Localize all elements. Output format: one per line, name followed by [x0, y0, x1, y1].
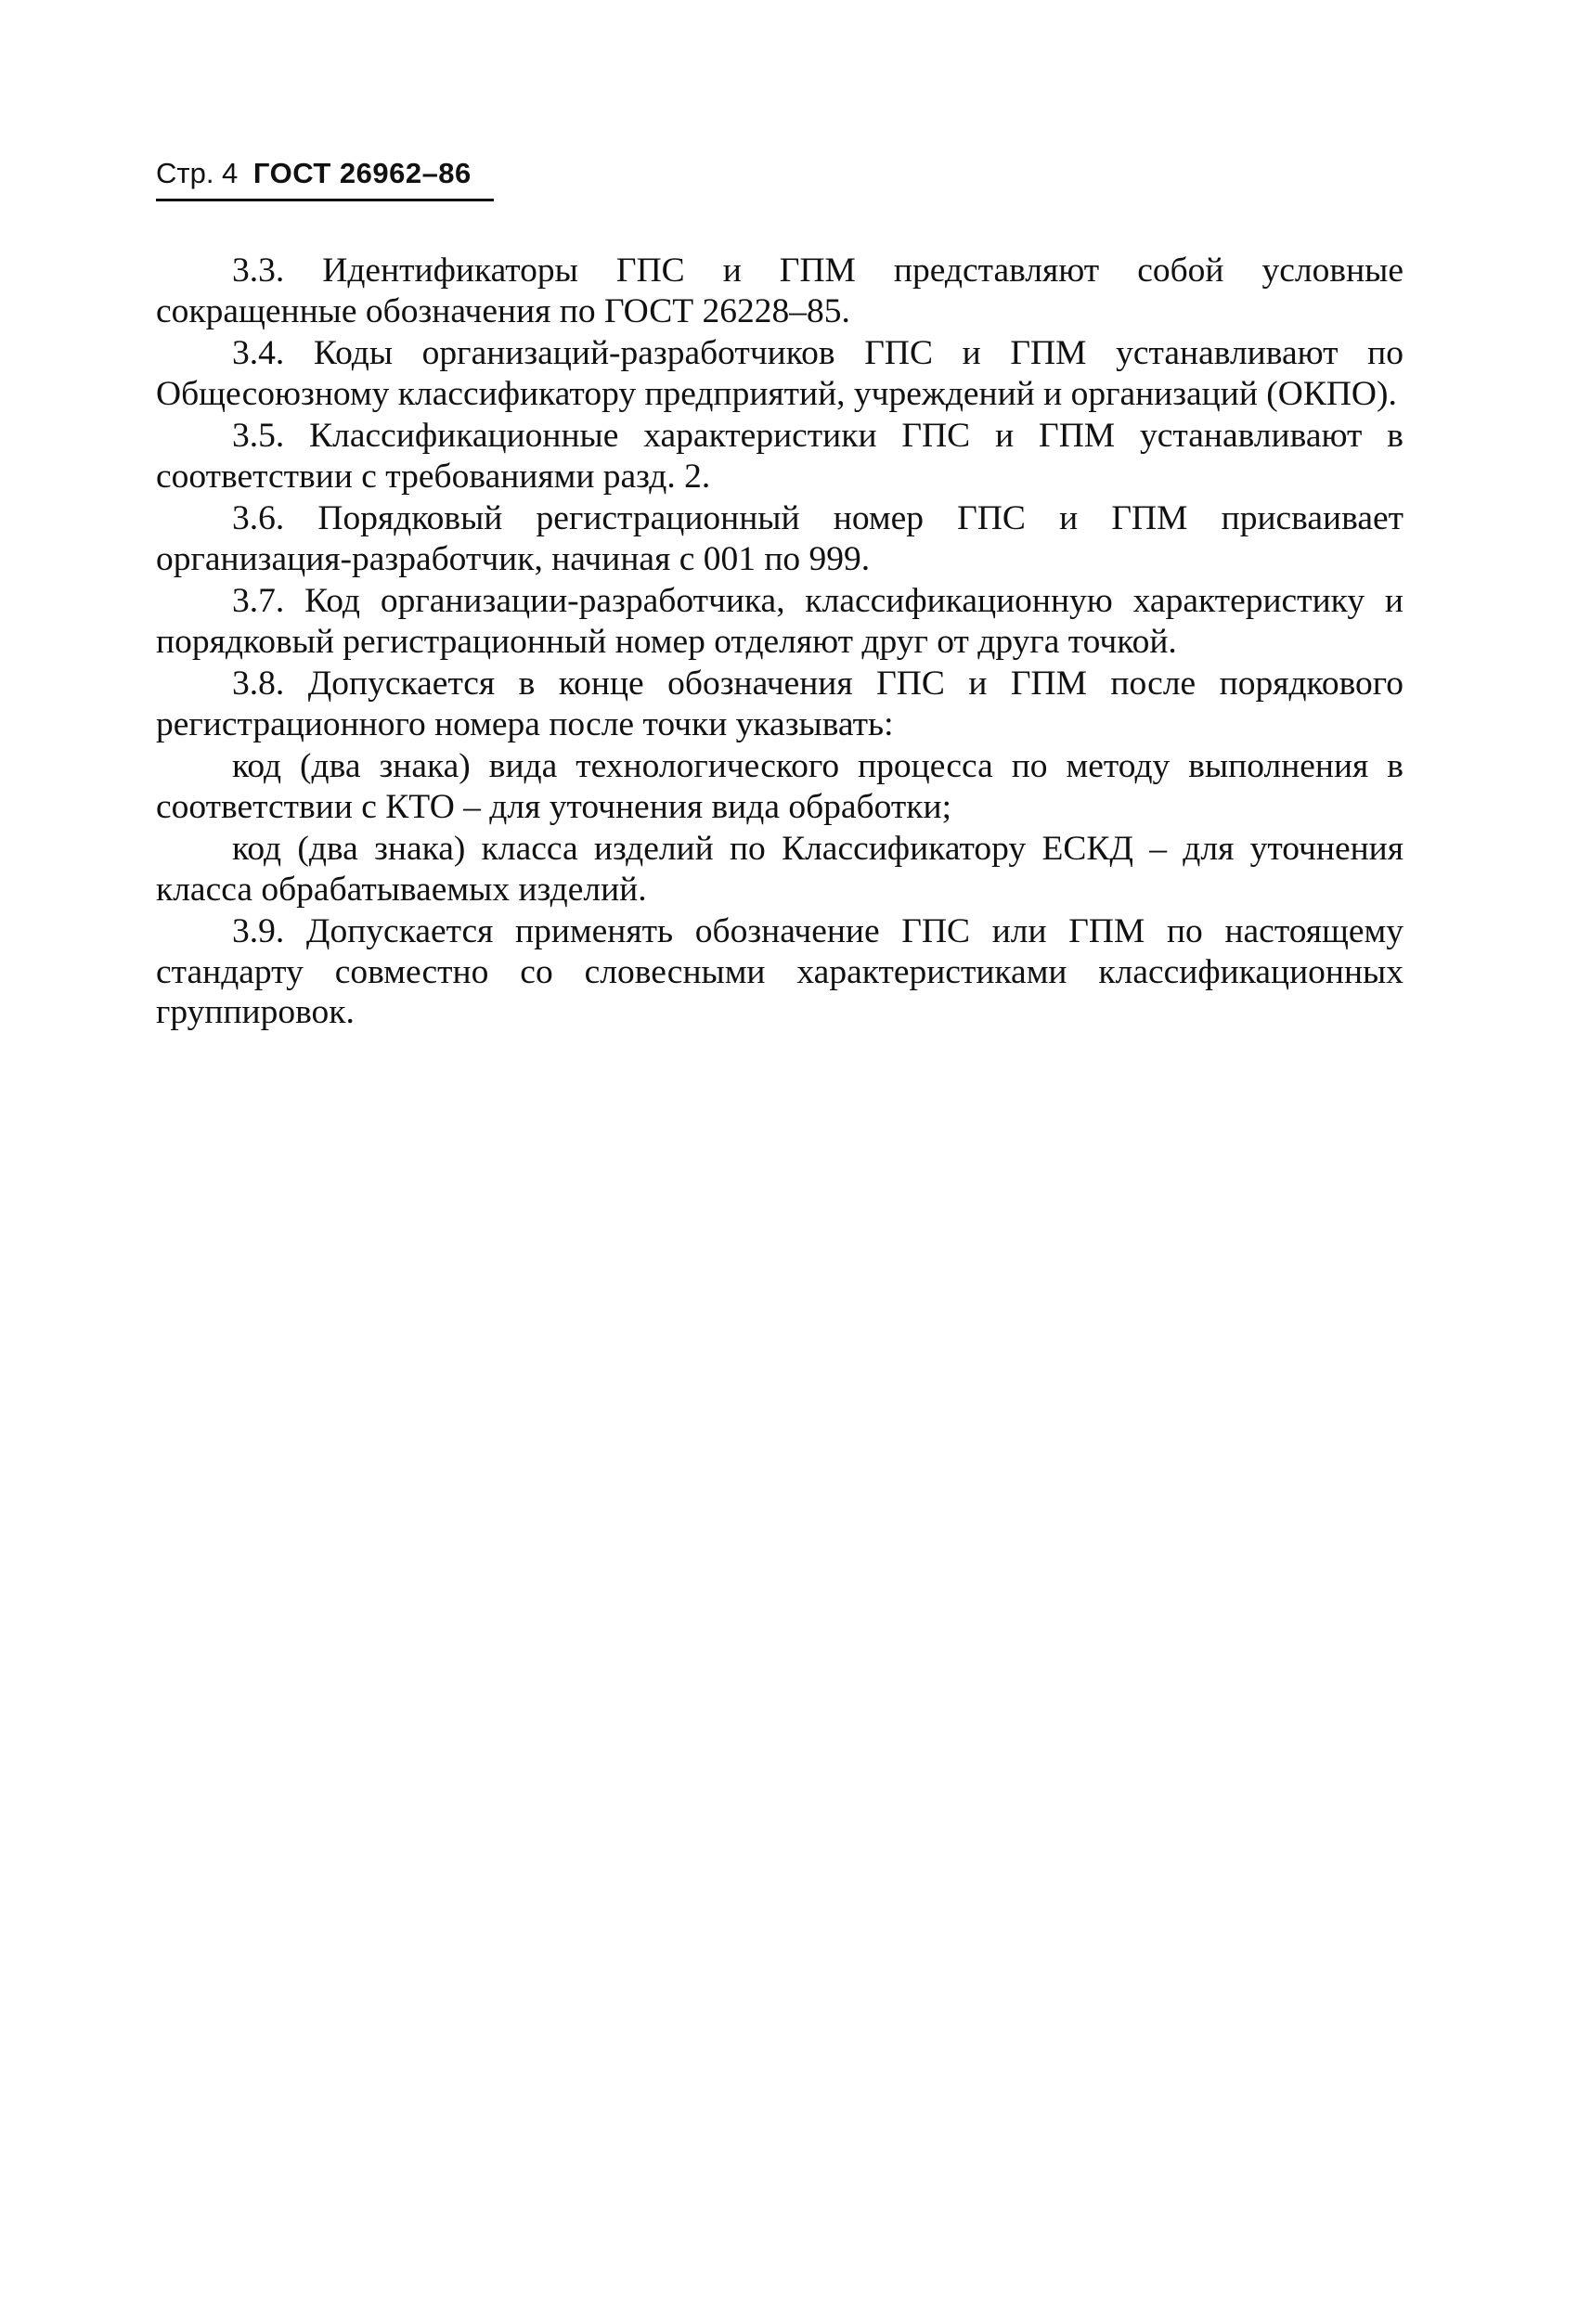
page-number: Стр. 4: [156, 157, 239, 189]
paragraph-3-3: 3.3. Идентификаторы ГПС и ГПМ представляют собой условные сокращенные обозначения по ГОСТ 26228–85.: [156, 252, 1403, 330]
paragraph-3-4: 3.4. Коды организаций-разработчиков ГПС и ГПМ устанавливают по Общесоюзному классификатору предприятий, учреждений и организаций (ОКПО).: [156, 334, 1403, 413]
paragraph-3-8-item-product-class-code: код (два знака) класса изделий по Классификатору ЕСКД – для уточнения класса обрабатываемых изделий.: [156, 830, 1403, 909]
document-code: ГОСТ 26962–86: [252, 157, 472, 189]
paragraph-3-9: 3.9. Допускается применять обозначение ГПС или ГПМ по настоящему стандарту совместно со словесными характеристиками классификационных группировок.: [156, 912, 1403, 1031]
paragraph-3-5: 3.5. Классификационные характеристики ГПС и ГПМ устанавливают в соответствии с требованиями разд. 2.: [156, 417, 1403, 496]
paragraph-3-7: 3.7. Код организации-разработчика, классификационную характеристику и порядковый регистрационный номер отделяют друг от друга точкой.: [156, 582, 1403, 661]
running-head: [156, 156, 472, 191]
paragraph-3-8: 3.8. Допускается в конце обозначения ГПС и ГПМ после порядкового регистрационного номера после точки указывать:: [156, 665, 1403, 743]
header-rule: [156, 199, 494, 201]
paragraph-3-8-item-process-code: код (два знака) вида технологического процесса по методу выполнения в соответствии с КТО – для уточнения вида обработки;: [156, 747, 1403, 826]
paragraph-3-6: 3.6. Порядковый регистрационный номер ГПС и ГПМ присваивает организация-разработчик, начиная с 001 по 999.: [156, 499, 1403, 578]
body-text: [156, 249, 1403, 1033]
